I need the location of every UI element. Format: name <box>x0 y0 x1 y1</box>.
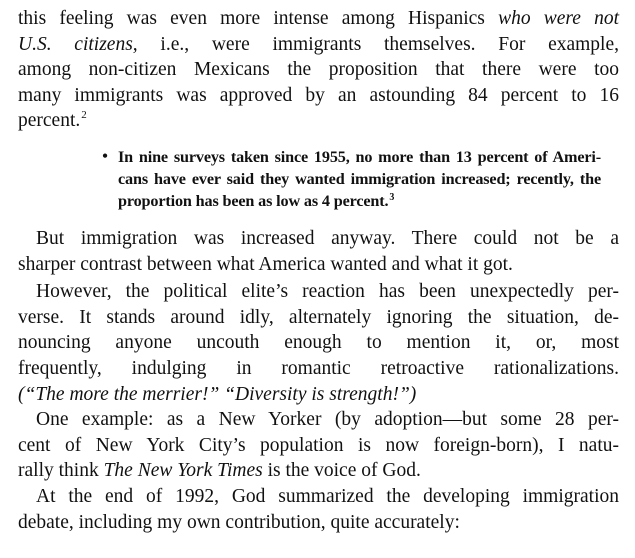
footnote-marker: 3 <box>389 191 395 203</box>
text-line: At the end of 1992, God summarized the developing immigration <box>36 485 619 507</box>
text-line: nouncing anyone uncouth enough to mention it, or, most <box>18 332 619 354</box>
text-line: debate, including my own contribution, quite accurately: <box>18 511 460 533</box>
text-run: percent. <box>18 110 81 132</box>
text-run: is the voice of God. <box>267 460 421 482</box>
paragraph-end-of-1992 <box>18 484 619 535</box>
bullet-point <box>18 146 619 212</box>
text-line: many immigrants was approved by an astounding 84 percent to 16 <box>18 84 619 106</box>
text-run-italic: (“The more the merrier!” “Diversity is strength!”) <box>18 383 417 405</box>
text-run-italic: who were not <box>498 8 619 29</box>
text-run: i.e., were immigrants themselves. For example, <box>160 33 620 55</box>
text-line <box>18 32 619 58</box>
text-line <box>18 458 619 484</box>
text-line: However, the political elite’s reaction has been unexpectedly per- <box>36 281 619 303</box>
text-line <box>18 382 619 408</box>
paragraph-hispanic-sentiment <box>18 6 619 134</box>
text-run-italic: The New York Times <box>103 460 263 482</box>
bullet-icon: • <box>102 147 108 165</box>
text-line: sharper contrast between what America wanted and what it got. <box>18 253 513 275</box>
text-line: But immigration was increased anyway. There could not be a <box>36 227 619 249</box>
text-line: among non-citizen Mexicans the proposition that there were too <box>18 59 619 81</box>
paragraph-new-yorker-example <box>18 407 619 484</box>
text-line: cent of New York City’s population is now foreign-born), I natu- <box>18 434 619 456</box>
book-page-text <box>18 6 619 535</box>
bullet-text-line <box>118 190 601 212</box>
text-line: verse. It stands around idly, alternately ignoring the situation, de- <box>18 306 619 328</box>
text-line: frequently, indulging in romantic retroactive rationalizations. <box>18 357 619 379</box>
bullet-text-line: cans have ever said they wanted immigration increased; recently, the <box>118 169 601 188</box>
paragraph-immigration-increased <box>18 226 619 277</box>
text-run: proportion has been as low as 4 percent. <box>118 191 389 210</box>
text-line: One example: as a New Yorker (by adoption—but some 28 per- <box>36 409 619 431</box>
text-run: this feeling was even more intense among Hispanics <box>18 8 485 29</box>
text-run-italic: U.S. citizens, <box>18 33 138 55</box>
text-line <box>18 6 619 32</box>
bullet-text-line: In nine surveys taken since 1955, no more than 13 percent of Ameri- <box>118 147 601 166</box>
text-line <box>18 108 619 134</box>
paragraph-elite-reaction <box>18 279 619 407</box>
text-run: rally think <box>18 460 99 482</box>
footnote-marker: 2 <box>81 109 87 122</box>
